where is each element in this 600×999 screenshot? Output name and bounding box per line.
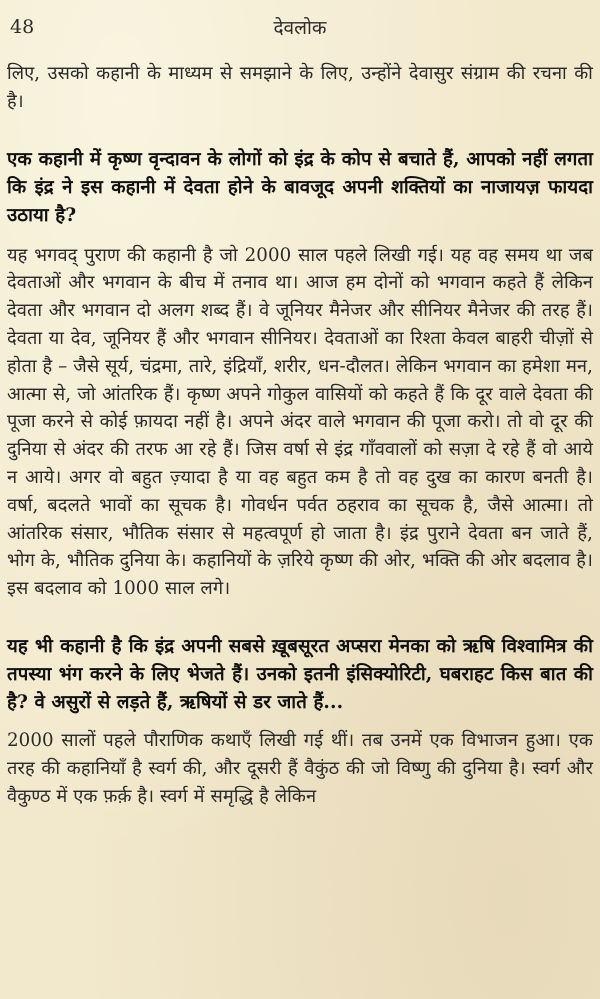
running-head: देवलोक (273, 17, 327, 39)
question-paragraph: एक कहानी में कृष्ण वृन्दावन के लोगों को इंद्र के कोप से बचाते हैं, आपको नहीं लगता कि इंद्र ने इस कहानी में देवता होने के बावजूद अपनी शक्तियों का नाजायज़ फायदा उठाया है? (7, 148, 593, 226)
question-paragraph: यह भी कहानी है कि इंद्र अपनी सबसे ख़ूबसूरत अप्सरा मेनका को ऋषि विश्वामित्र की तपस्या भंग करने के लिए भेजते हैं। उनको इतनी इंसिक्योरिटी, घबराहट किस बात की है? वे असुरों से लड़ते हैं, ऋषियों से डर जाते हैं... (7, 635, 593, 713)
paragraph: लिए, उसको कहानी के माध्यम से समझाने के लिए, उन्होंने देवासुर संग्राम की रचना की है। (7, 63, 593, 112)
paragraph: 2000 सालों पहले पौराणिक कथाएँ लिखी गई थीं। तब उनमें एक विभाजन हुआ। एक तरह की कहानियाँ है स्वर्ग की, और दूसरी हैं वैकुंठ की जो विष्णु की दुनिया है। स्वर्ग और वैकुण्ठ में एक फ़र्क़ है। स्वर्ग में समृद्धि है लेकिन (7, 729, 593, 807)
body-text (7, 60, 593, 810)
page-number: 48 (10, 16, 35, 38)
page-header (0, 10, 600, 50)
paragraph: यह भगवद् पुराण की कहानी है जो 2000 साल पहले लिखी गई। यह वह समय था जब देवताओं और भगवान के बीच में तनाव था। आज हम दोनों को भगवान कहते हैं लेकिन देवता और भगवान दो अलग शब्द हैं। वे जूनियर मैनेजर और सीनियर मैनेजर की तरह हैं। देवता या देव, जूनियर हैं और भगवान सीनियर। देवताओं का रिश्ता केवल बाहरी चीज़ों से होता है – जैसे सूर्य, चंद्रमा, तारे, इंद्रियाँ, शरीर, धन-दौलत। लेकिन भगवान का हमेशा मन, आत्मा से, जो आंतरिक हैं। कृष्ण अपने गोकुल वासियों को कहते हैं कि दूर वाले देवता की पूजा करने से कोई फ़ायदा नहीं है। अपने अंदर वाले भगवान की पूजा करो। तो वो दूर की दुनिया से अंदर की तरफ आ रहे हैं। जिस वर्षा से इंद्र गाँववालों को सज़ा दे रहे हैं वो आये न आये। अगर वो बहुत ज़्यादा है या वह बहुत कम है तो वह दुख का कारण बनती है। वर्षा, बदलते भावों का सूचक है। गोवर्धन पर्वत ठहराव का सूचक है, जैसे आत्मा। तो आंतरिक संसार, भौतिक संसार से महत्वपूर्ण हो जाता है। इंद्र पुराने देवता बन जाते हैं, भोग के, भौतिक दुनिया के। कहानियों के ज़रिये कृष्ण की ओर, भक्ति की ओर बदलाव है। इस बदलाव को 1000 साल लगे। (7, 244, 593, 600)
